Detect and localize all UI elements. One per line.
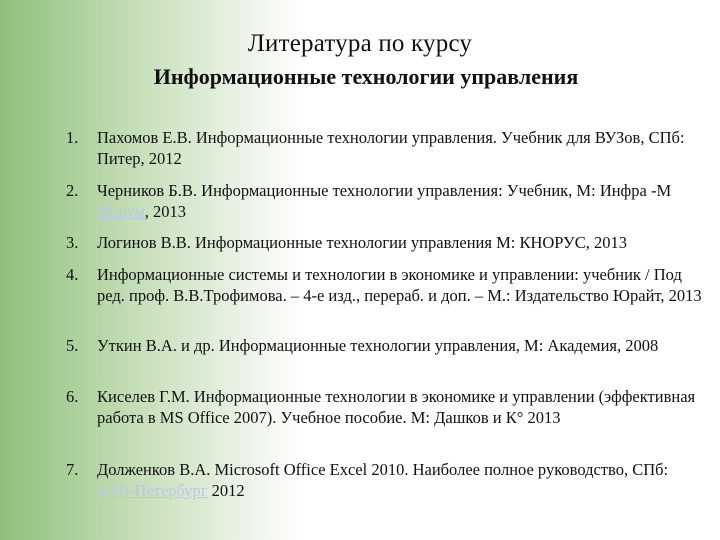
list-item — [66, 127, 706, 169]
list-item — [66, 459, 706, 501]
list-item-text: Информационные системы и технологии в экономике и управлении: учебник / Под ред. проф. В.В.Трофимова. – 4-е изд., перераб. и доп. – М.: Издательство Юрайт, 2013 — [97, 265, 702, 305]
list-item-number: 3. — [66, 233, 79, 252]
list-item — [66, 386, 706, 428]
list-item-text: Пахомов Е.В. Информационные технологии управления. Учебник для ВУЗов, СПб: Питер, 2012 — [97, 128, 685, 168]
publisher-link[interactable]: БХВ-Петербург — [97, 481, 208, 500]
list-item-text — [97, 180, 706, 222]
list-item — [66, 232, 706, 253]
list-item-number: 2. — [66, 181, 79, 200]
list-item-text-part: , 2013 — [144, 202, 187, 221]
list-item-text-part: Долженков В.А. Microsoft Office Excel 2010. Наиболее полное руководство, СПб: — [97, 460, 669, 479]
list-item-number: 4. — [66, 265, 79, 284]
list-item — [66, 180, 706, 222]
list-item-number: 7. — [66, 460, 79, 479]
forum-link[interactable]: Форум — [97, 202, 145, 221]
list-item — [66, 335, 706, 356]
list-item-text — [97, 459, 706, 501]
list-item-text: Уткин В.А. и др. Информационные технологии управления, М: Академия, 2008 — [97, 336, 659, 355]
page-subtitle: Информационные технологии управления — [153, 64, 579, 89]
list-item — [66, 264, 706, 306]
list-item-text: Киселев Г.М. Информационные технологии в экономике и управлении (эффективная работа в MS Office 2007). Учебное пособие. М: Дашков и К° 2013 — [97, 387, 696, 427]
list-item-number: 6. — [66, 387, 79, 406]
list-item-text-part: 2012 — [207, 481, 245, 500]
list-item-text-part: Черников Б.В. Информационные технологии управления: Учебник, М: Инфра -М — [97, 181, 672, 200]
list-item-number: 1. — [66, 128, 79, 147]
list-item-number: 5. — [66, 336, 79, 355]
list-item-text: Логинов В.В. Информационные технологии управления М: КНОРУС, 2013 — [97, 233, 627, 252]
page-title: Литература по курсу — [247, 30, 473, 57]
